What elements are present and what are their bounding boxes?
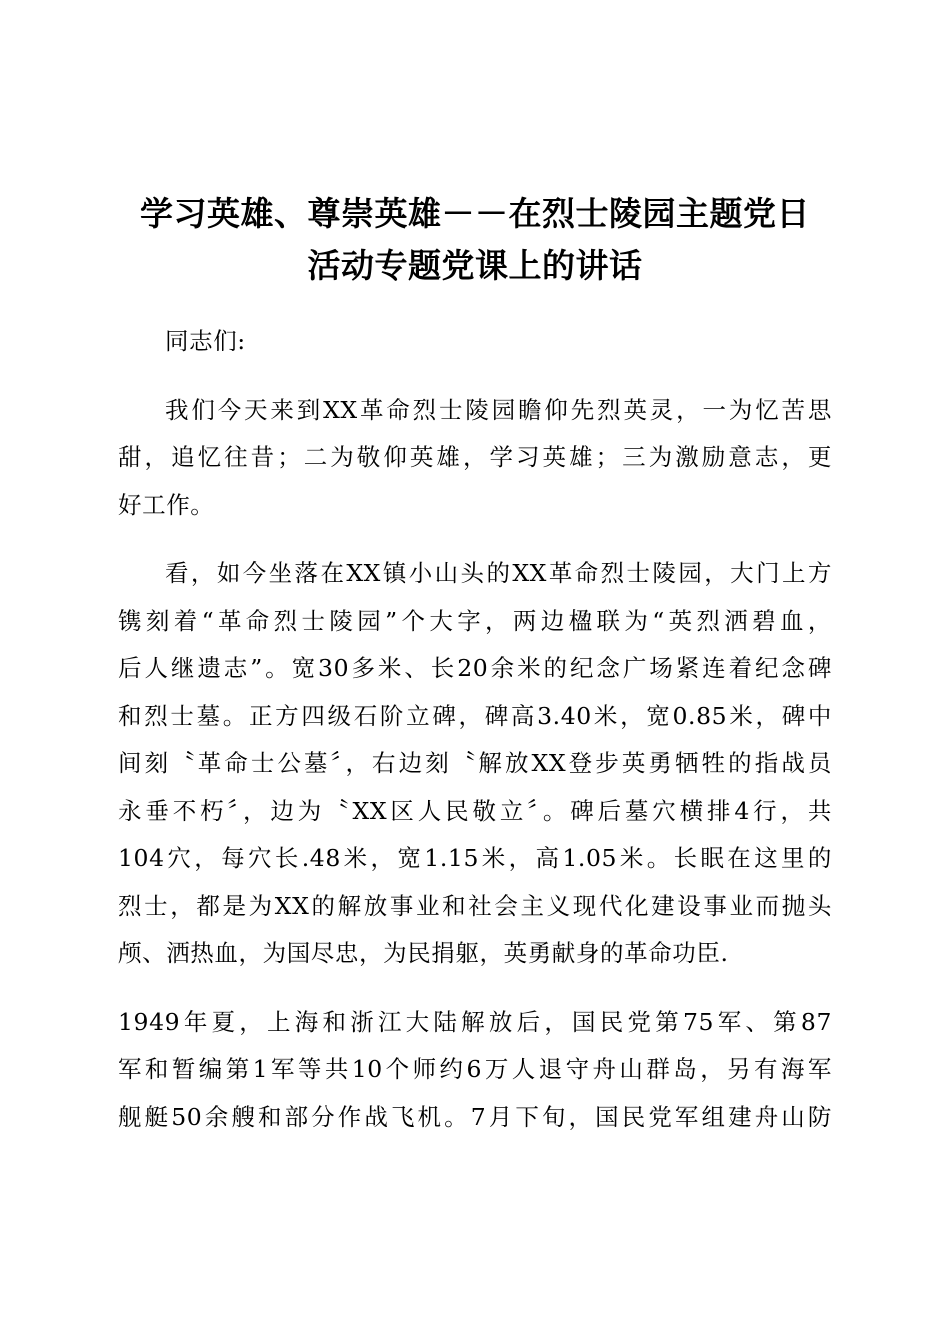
paragraph-2 bbox=[118, 550, 832, 978]
paragraph-line: 1949年夏，上海和浙江大陆解放后，国民党第75军、第87 bbox=[118, 1007, 832, 1036]
title-line-2: 活动专题党课上的讲话 bbox=[307, 246, 643, 285]
document-body bbox=[118, 318, 832, 1162]
paragraph-line: 看，如今坐落在XX镇小山头的XX革命烈士陵园，大门上方 bbox=[165, 559, 832, 587]
paragraph-line: 镌刻着“革命烈士陵园”个大字，两边楹联为“英烈洒碧血， bbox=[118, 606, 832, 635]
title-line-1: 学习英雄、尊崇英雄－－在烈士陵园主题党日 bbox=[140, 194, 810, 233]
paragraph-line: 颅、洒热血，为国尽忠，为民捐躯，英勇献身的革命功臣. bbox=[118, 939, 729, 967]
paragraph-3 bbox=[118, 999, 832, 1142]
paragraph-line: 好工作。 bbox=[118, 490, 215, 519]
paragraph-1 bbox=[118, 387, 832, 530]
greeting: 同志们: bbox=[165, 327, 246, 355]
paragraph-line: 我们今天来到XX革命烈士陵园瞻仰先烈英灵，一为忆苦思 bbox=[165, 395, 832, 424]
paragraph-line: 和烈士墓。正方四级石阶立碑，碑高3.40米，宽0.85米，碑中 bbox=[118, 701, 832, 730]
paragraph-line: 舰艇50余艘和部分作战飞机。7月下旬，国民党军组建舟山防 bbox=[118, 1102, 832, 1131]
paragraph-line: 军和暂编第1军等共10个师约6万人退守舟山群岛，另有海军 bbox=[118, 1055, 832, 1083]
paragraph-line: 后人继遗志”。宽30多米、长20余米的纪念广场紧连着纪念碑 bbox=[118, 654, 832, 682]
paragraph-line: 甜，追忆往昔；二为敬仰英雄，学习英雄；三为激励意志，更 bbox=[118, 443, 832, 471]
document-title bbox=[100, 188, 850, 292]
paragraph-line: 烈士，都是为XX的解放事业和社会主义现代化建设事业而抛头 bbox=[118, 891, 832, 920]
paragraph-line: 104穴，每穴长.48米，宽1.15米，高1.05米。长眠在这里的 bbox=[118, 844, 832, 872]
paragraph-line: 永垂不朽〞，边为〝XX区人民敬立〞。碑后墓穴横排4行，共 bbox=[118, 796, 832, 825]
paragraph-line: 间刻〝革命士公墓〞，右边刻〝解放XX登步英勇牺牲的指战员 bbox=[118, 749, 832, 777]
